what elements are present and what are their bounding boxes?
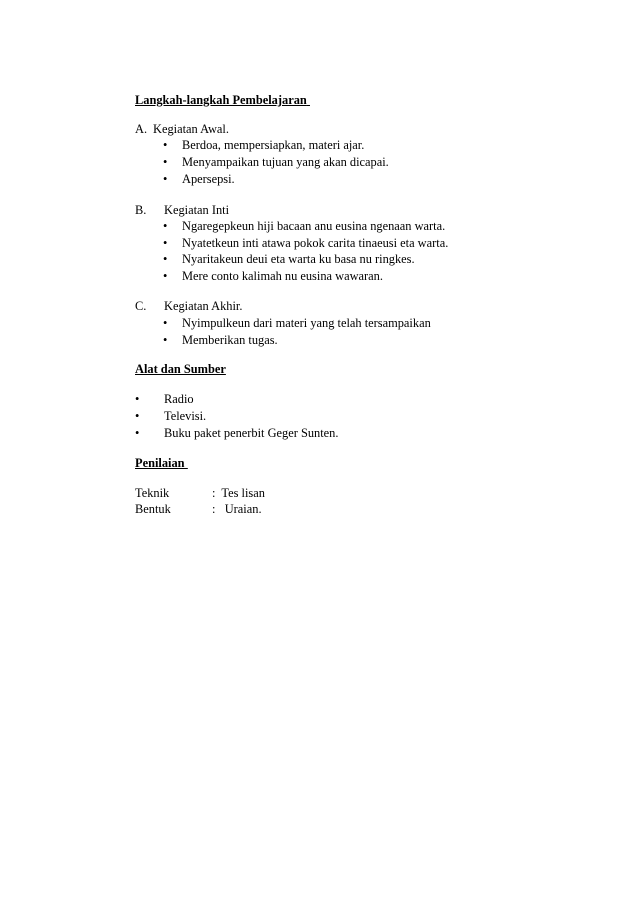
section-c-title: Kegiatan Akhir. [164, 299, 243, 313]
list-item: Memberikan tugas. [182, 333, 278, 347]
section-c-label: C. [135, 299, 147, 313]
list-item: Nyatetkeun inti atawa pokok carita tinaeusi eta warta. [182, 236, 449, 250]
assessment-value: : Tes lisan [212, 486, 265, 500]
bullet-icon: • [163, 155, 168, 169]
bullet-icon: • [135, 426, 140, 440]
heading-langkah-pembelajaran: Langkah-langkah Pembelajaran [135, 93, 307, 107]
heading-penilaian: Penilaian [135, 456, 185, 470]
section-b-label: B. [135, 203, 147, 217]
bullet-icon: • [163, 236, 168, 250]
heading-alat-dan-sumber: Alat dan Sumber [135, 362, 226, 376]
list-item: Nyaritakeun deui eta warta ku basa nu ringkes. [182, 252, 415, 266]
bullet-icon: • [163, 269, 168, 283]
bullet-icon: • [163, 138, 168, 152]
section-b-title: Kegiatan Inti [164, 203, 230, 217]
list-item: Menyampaikan tujuan yang akan dicapai. [182, 155, 389, 169]
bullet-icon: • [163, 316, 168, 330]
bullet-icon: • [135, 392, 140, 406]
bullet-icon: • [135, 409, 140, 423]
list-item: Nyimpulkeun dari materi yang telah tersampaikan [182, 316, 431, 330]
section-a-label: A. [135, 122, 148, 136]
list-item: Berdoa, mempersiapkan, materi ajar. [182, 138, 365, 152]
list-item: Mere conto kalimah nu eusina wawaran. [182, 269, 383, 283]
list-item: Televisi. [164, 409, 207, 423]
list-item: Ngaregepkeun hiji bacaan anu eusina ngenaan warta. [182, 219, 446, 233]
section-a-title: Kegiatan Awal. [153, 122, 229, 136]
list-item: Buku paket penerbit Geger Sunten. [164, 426, 339, 440]
list-item: Apersepsi. [182, 172, 235, 186]
assessment-label: Bentuk [135, 502, 171, 516]
bullet-icon: • [163, 172, 168, 186]
bullet-icon: • [163, 219, 168, 233]
assessment-value: : Uraian. [212, 502, 262, 516]
list-item: Radio [164, 392, 194, 406]
bullet-icon: • [163, 333, 168, 347]
assessment-label: Teknik [135, 486, 170, 500]
bullet-icon: • [163, 252, 168, 266]
